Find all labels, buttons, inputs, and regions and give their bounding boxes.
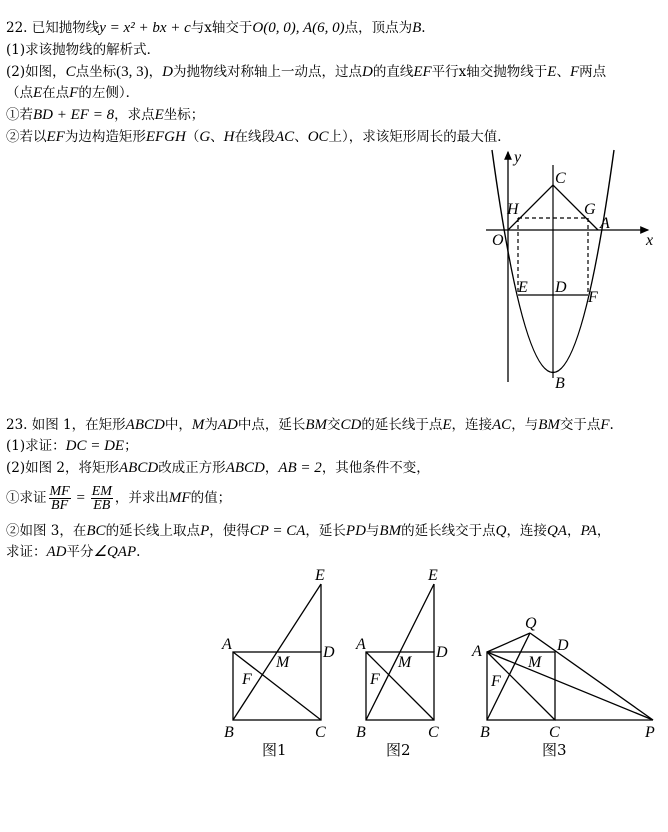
segment-ap [487, 652, 653, 720]
math: MF [168, 490, 191, 506]
label-h: H [507, 201, 519, 218]
text: 、 [556, 64, 570, 80]
math: PD [345, 523, 366, 539]
math: AC [492, 417, 512, 433]
text: ，并求出 [114, 490, 169, 506]
label-y: y [514, 149, 522, 166]
figure-2 [352, 562, 462, 762]
label-d: D [323, 644, 335, 661]
label-d: D [555, 279, 567, 296]
label-b: B [480, 724, 490, 741]
label-e: E [518, 279, 528, 296]
math: BD + EF = 8 [33, 107, 115, 123]
text: ②如图 3，在 [6, 523, 87, 539]
denominator: EB [93, 498, 111, 513]
math: C [65, 64, 76, 80]
text: 为 [204, 417, 218, 433]
text: ，连接 [506, 523, 547, 539]
segment-qa [487, 633, 530, 652]
text: 交于点 [559, 417, 601, 433]
text: 点坐标 [75, 64, 117, 80]
text: ， [566, 523, 581, 539]
q23-line-2 [6, 436, 138, 456]
label-d: D [557, 637, 569, 654]
text: ，连接 [451, 417, 493, 433]
text: . [136, 544, 141, 560]
q22-line-1 [6, 18, 426, 38]
label-x: x [646, 232, 654, 249]
math: D [361, 64, 373, 80]
parabola-figure [478, 146, 660, 390]
math: D [162, 64, 173, 80]
text: ①求证 [6, 490, 47, 506]
label-c: C [315, 724, 326, 741]
math: F [569, 64, 580, 80]
label-q: Q [525, 615, 537, 632]
label-m: M [528, 654, 542, 671]
math: EF [413, 64, 432, 80]
text: 中， [164, 417, 192, 433]
label-c: C [555, 170, 566, 187]
math: BM [379, 523, 402, 539]
text: ①若 [6, 107, 33, 123]
text: 与x轴交于 [190, 20, 253, 36]
text: 的值； [190, 490, 232, 506]
text: ，与 [511, 417, 539, 433]
text: ，延长 [305, 523, 346, 539]
text: ，使得 [209, 523, 250, 539]
equals: = [72, 490, 89, 506]
q23-line-4 [6, 484, 231, 512]
label-b: B [356, 724, 366, 741]
math: EFGH [145, 129, 186, 145]
text: 平分 [66, 544, 94, 560]
text: 的左侧）． [78, 85, 140, 101]
label-b: B [555, 375, 565, 390]
label-m: M [276, 654, 290, 671]
q22-line-3 [6, 62, 606, 82]
math: H [223, 129, 235, 145]
text: 在点 [42, 85, 70, 101]
text: ， [148, 64, 163, 80]
label-f: F [242, 671, 252, 688]
label-e: E [315, 567, 325, 584]
text: 交 [327, 417, 341, 433]
label-e: E [428, 567, 438, 584]
text: ，求点 [114, 107, 155, 123]
text: 在线段 [234, 129, 276, 145]
caption-3: 图3 [542, 741, 567, 759]
q22-line-5 [6, 105, 204, 125]
math: B [412, 20, 422, 36]
q23-line-1 [6, 415, 614, 435]
text: 的直线 [372, 64, 414, 80]
math: ABCD [225, 460, 265, 476]
text: ， [596, 523, 611, 539]
math: BM [538, 417, 560, 433]
label-a: A [356, 636, 366, 653]
text: ，其他条件不变， [321, 460, 430, 476]
text: （点 [6, 85, 33, 101]
text: 点，顶点为 [344, 20, 413, 36]
text: (1)求该抛物线的解析式． [6, 42, 161, 58]
label-f: F [370, 671, 380, 688]
text: ， [264, 460, 279, 476]
math: E [442, 417, 452, 433]
label-a: A [600, 215, 610, 232]
math: OC [307, 129, 329, 145]
label-f: F [491, 673, 501, 690]
math: EF [46, 129, 65, 145]
label-a: A [222, 636, 232, 653]
math: ∠QAP [93, 544, 137, 560]
label-g: G [584, 201, 596, 218]
text: 、 [210, 129, 224, 145]
math: AD [46, 544, 67, 560]
denominator: BF [51, 498, 69, 513]
label-m: M [398, 654, 412, 671]
text: 与 [365, 523, 380, 539]
math: G [199, 129, 211, 145]
text: 、 [294, 129, 308, 145]
label-c: C [428, 724, 439, 741]
label-p: P [645, 724, 655, 741]
math: P [200, 523, 210, 539]
label-c: C [549, 724, 560, 741]
math: Q [495, 523, 507, 539]
math: BC [86, 523, 106, 539]
text: 23. 如图 1，在矩形 [6, 417, 126, 433]
text: . [609, 417, 614, 433]
math: E [154, 107, 164, 123]
math: y = x² + bx + c [99, 20, 191, 36]
q23-line-5 [6, 521, 610, 541]
math: E [33, 85, 43, 101]
text: 的延长线上取点 [105, 523, 201, 539]
q23-line-6 [6, 542, 140, 562]
math: E [547, 64, 557, 80]
label-d: D [436, 644, 448, 661]
math: (3, 3) [116, 64, 149, 80]
text: 上），求该矩形周长的最大值． [328, 129, 511, 145]
math: F [69, 85, 79, 101]
text: （ [185, 129, 200, 145]
fraction-mf-bf [49, 485, 71, 512]
label-f: F [588, 289, 598, 306]
text: 中点，延长 [237, 417, 306, 433]
numerator: EM [91, 484, 112, 499]
math: DC = DE [65, 438, 125, 454]
math: BM [305, 417, 327, 433]
text: 平行x轴交抛物线于 [431, 64, 548, 80]
label-a: A [472, 643, 482, 660]
text: 为抛物线对称轴上一动点，过点 [172, 64, 362, 80]
text: 改成正方形 [158, 460, 226, 476]
math: O(0, 0), A(6, 0) [252, 20, 345, 36]
math: CD [340, 417, 362, 433]
text: 两点 [579, 64, 607, 80]
label-o: O [492, 232, 504, 249]
math: F [600, 417, 610, 433]
text: ； [124, 438, 138, 454]
q22-line-4 [6, 83, 139, 103]
math: AC [275, 129, 295, 145]
q23-line-3 [6, 458, 430, 478]
text: 求证： [6, 544, 47, 560]
text: 坐标； [163, 107, 205, 123]
math: ABCD [125, 417, 165, 433]
q22-line-2 [6, 40, 160, 60]
text: (1)求证： [6, 438, 66, 454]
math: QA [546, 523, 567, 539]
text: . [421, 20, 426, 36]
math: AD [217, 417, 238, 433]
fraction-em-eb [91, 485, 113, 512]
math: M [191, 417, 205, 433]
text: (2)如图， [6, 64, 66, 80]
caption-1: 图1 [262, 741, 287, 759]
text: 的延长线于点 [361, 417, 443, 433]
caption-2: 图2 [386, 741, 411, 759]
math: PA [580, 523, 597, 539]
text: 为边构造矩形 [64, 129, 146, 145]
text: (2)如图 2，将矩形 [6, 460, 120, 476]
q22-line-6 [6, 127, 511, 147]
math: CP = CA [249, 523, 306, 539]
math: ABCD [119, 460, 159, 476]
figure-1 [218, 562, 346, 762]
text: 的延长线交于点 [401, 523, 496, 539]
figure-3 [468, 605, 664, 763]
numerator: MF [49, 484, 70, 499]
math: AB = 2 [278, 460, 322, 476]
label-b: B [224, 724, 234, 741]
text: ②若以 [6, 129, 47, 145]
text: 22. 已知抛物线 [6, 20, 100, 36]
